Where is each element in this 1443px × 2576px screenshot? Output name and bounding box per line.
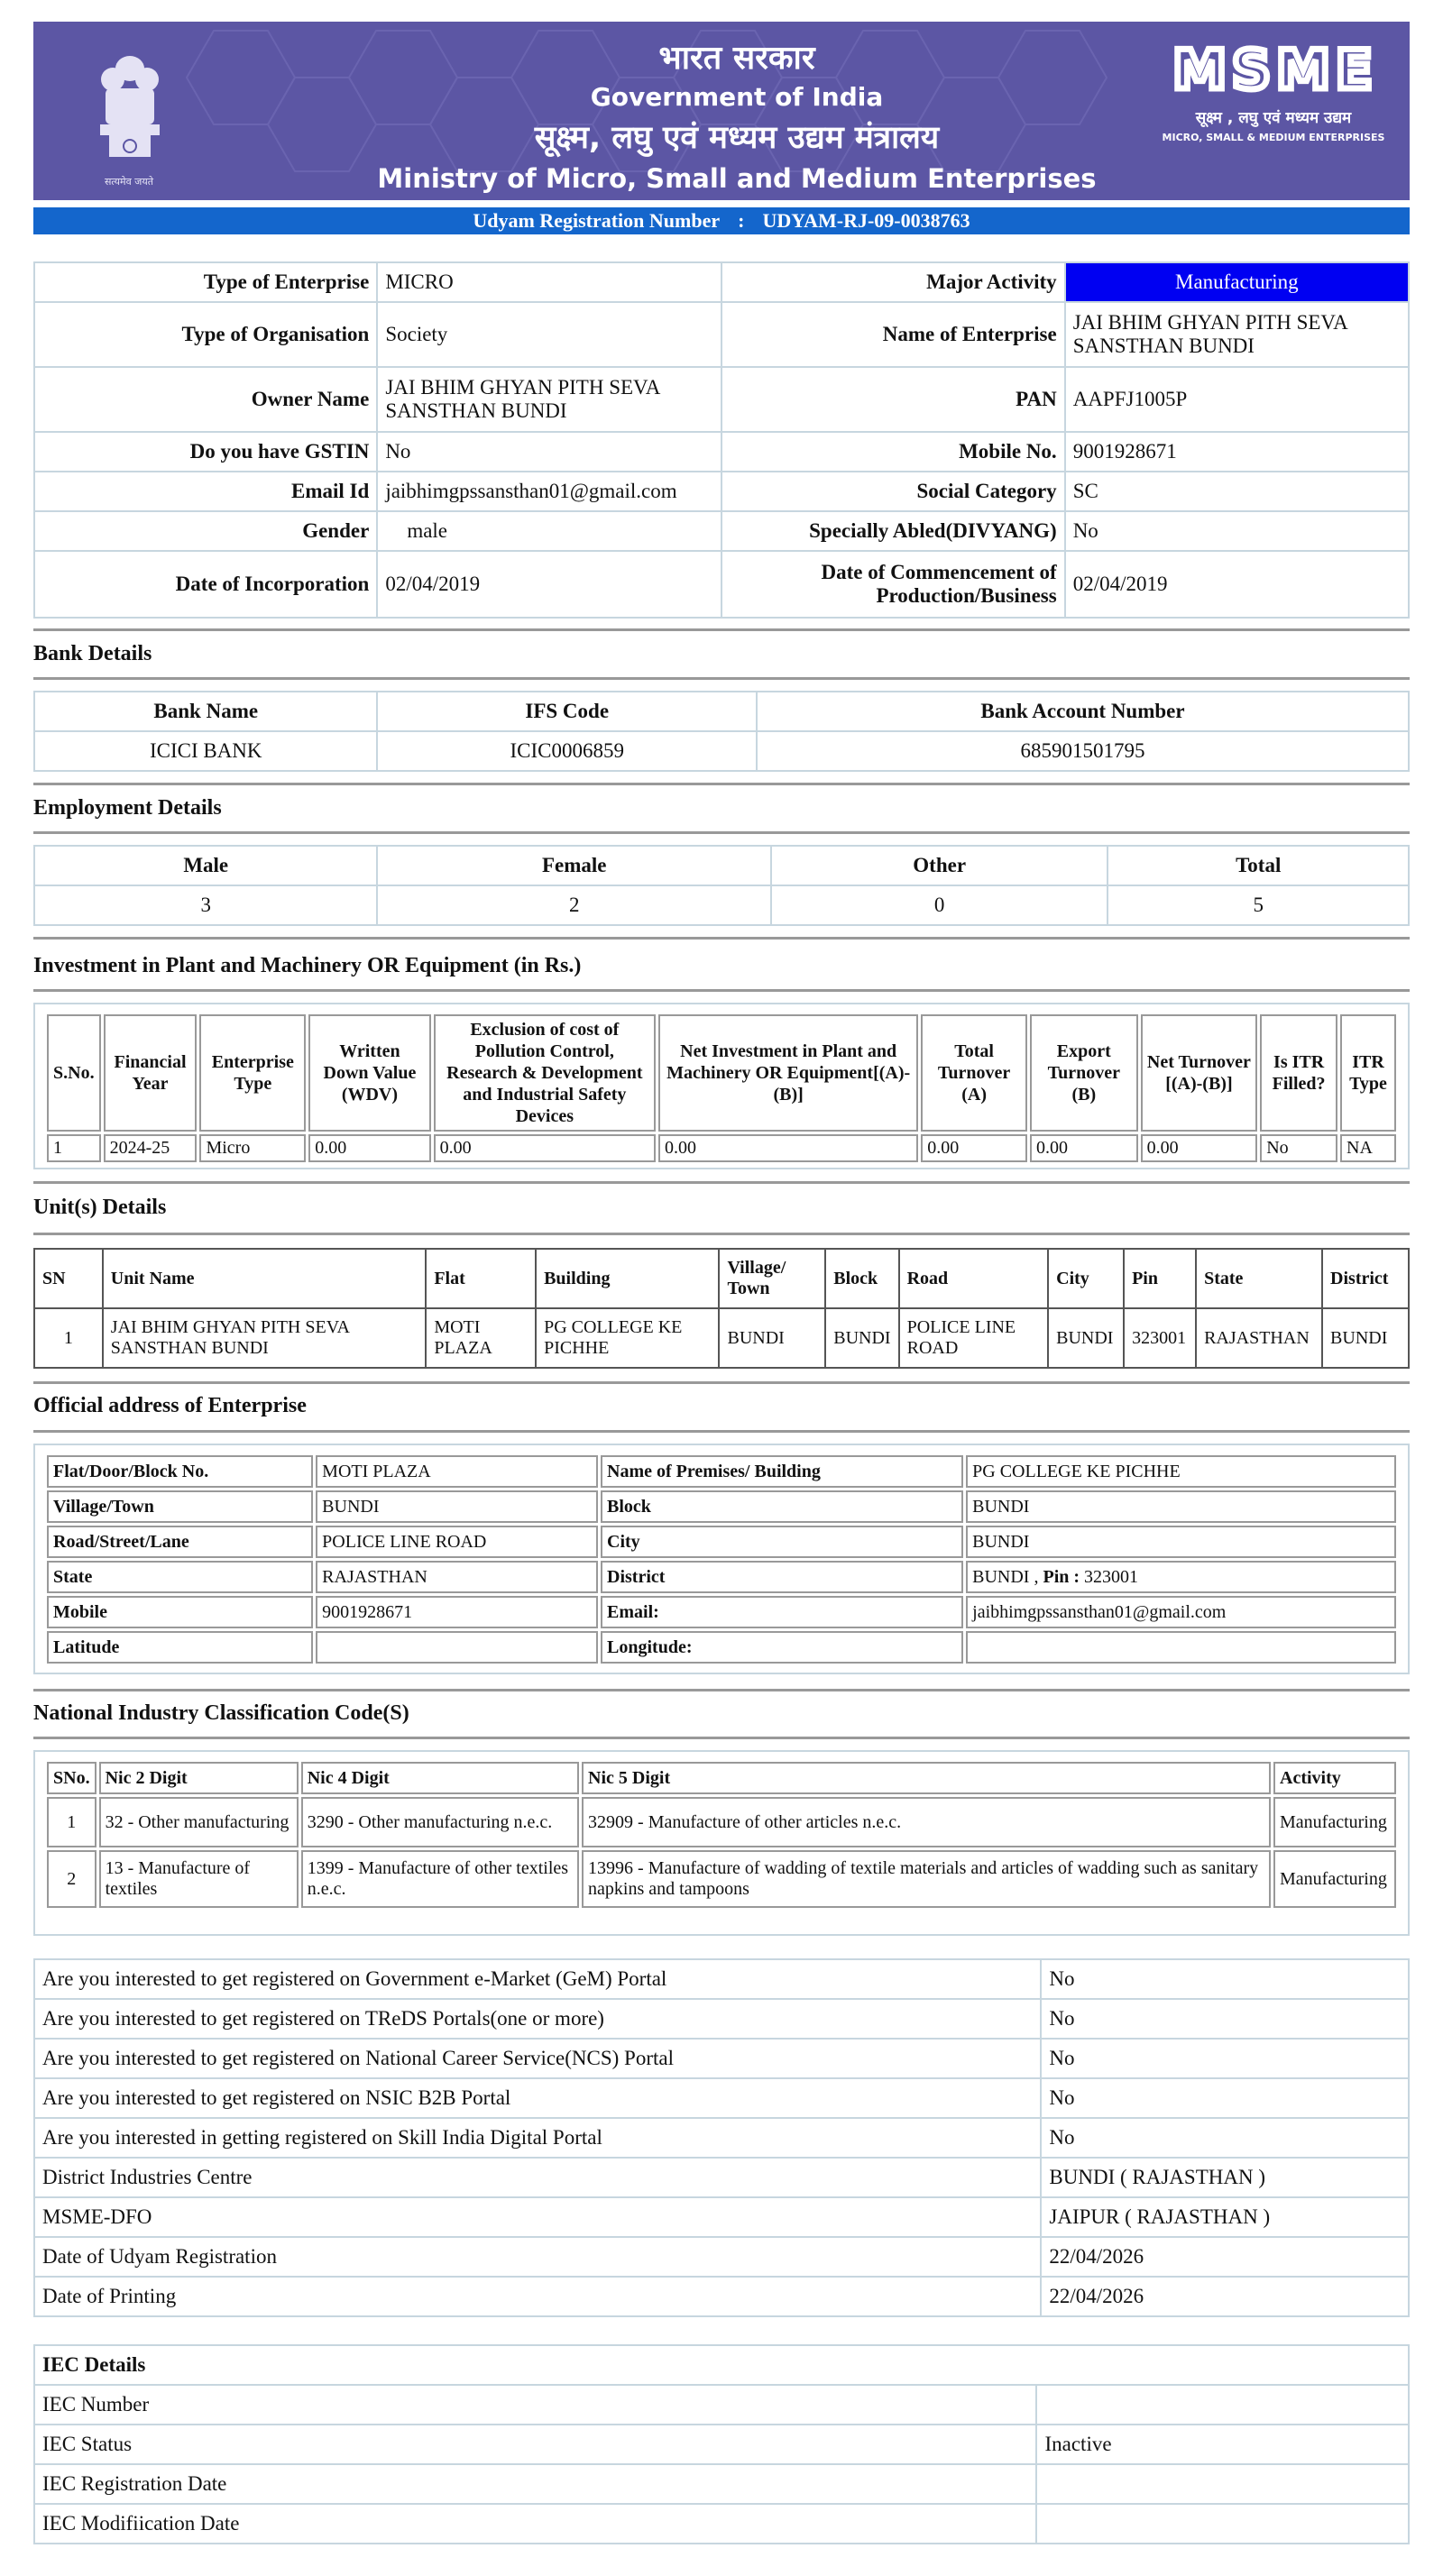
table-row	[47, 1526, 1396, 1558]
itr-filled-header: Is ITR Filled?	[1260, 1014, 1337, 1132]
udyam-colon: :	[738, 209, 745, 232]
divider	[33, 1181, 1410, 1184]
iec-details-table	[33, 2344, 1410, 2544]
sno-header: S.No.	[47, 1014, 101, 1132]
unit-state-header: State	[1196, 1249, 1322, 1308]
district-label: District	[601, 1561, 963, 1593]
table-row	[34, 2237, 1409, 2277]
divider	[33, 677, 1410, 680]
table-row	[47, 1797, 1396, 1847]
unit-road: POLICE LINE ROAD	[899, 1308, 1049, 1368]
national-emblem-icon	[89, 41, 170, 177]
block-value: BUNDI	[966, 1490, 1396, 1523]
table-row	[34, 1308, 1409, 1368]
table-row	[34, 2504, 1409, 2544]
nic-5-digit: 13996 - Manufacture of wadding of textile materials and articles of wadding such as sanitary napkins and tampoons	[582, 1850, 1271, 1908]
table-row	[34, 262, 1409, 302]
investment-cell: 0.00	[658, 1134, 918, 1162]
ministry-title: Ministry of Micro, Small and Medium Enterprises	[377, 163, 1097, 194]
nic-frame	[33, 1750, 1410, 1936]
unit-name: JAI BHIM GHYAN PITH SEVA SANSTHAN BUNDI	[103, 1308, 427, 1368]
question-label: MSME-DFO	[34, 2197, 1041, 2237]
latitude-value	[316, 1631, 598, 1664]
nic-4-digit: 3290 - Other manufacturing n.e.c.	[301, 1797, 579, 1847]
table-row	[34, 472, 1409, 511]
enterprise-name-label: Name of Enterprise	[722, 302, 1065, 367]
social-category-label: Social Category	[722, 472, 1065, 511]
iec-label: IEC Modifiication Date	[34, 2504, 1036, 2544]
unit-village-header: Village/ Town	[719, 1249, 825, 1308]
email-label: Email Id	[34, 472, 377, 511]
table-row	[47, 1596, 1396, 1628]
investment-cell: 0.00	[308, 1134, 430, 1162]
table-row	[34, 1999, 1409, 2039]
bank-details-title: Bank Details	[33, 642, 152, 665]
nic-5-digit-header: Nic 5 Digit	[582, 1762, 1271, 1794]
pin-label: Pin :	[1043, 1566, 1080, 1587]
question-answer: 22/04/2026	[1041, 2237, 1409, 2277]
incorporation-date-value: 02/04/2019	[377, 551, 722, 618]
unit-state: RAJASTHAN	[1196, 1308, 1322, 1368]
iec-title: IEC Details	[34, 2345, 1409, 2385]
divyang-label: Specially Abled(DIVYANG)	[722, 511, 1065, 551]
nic-activity: Manufacturing	[1273, 1797, 1396, 1847]
gstin-label: Do you have GSTIN	[34, 432, 377, 472]
divyang-value: No	[1065, 511, 1409, 551]
bank-details-table	[33, 691, 1410, 772]
government-title: Government of India	[590, 82, 884, 112]
table-row	[34, 302, 1409, 367]
male-value: 3	[34, 885, 377, 925]
address-table	[44, 1453, 1399, 1666]
total-header: Total	[1108, 846, 1409, 885]
emblem-caption: सत्यमेव जयते	[104, 176, 153, 188]
table-row	[34, 367, 1409, 432]
city-value: BUNDI	[966, 1526, 1396, 1558]
msme-logo-text: MSME	[1172, 41, 1378, 97]
table-header-row	[34, 692, 1409, 731]
owner-name-value: JAI BHIM GHYAN PITH SEVA SANSTHAN BUNDI	[377, 367, 722, 432]
mobile-label: Mobile No.	[722, 432, 1065, 472]
question-label: Are you interested in getting registered on Skill India Digital Portal	[34, 2118, 1041, 2158]
question-answer: 22/04/2026	[1041, 2277, 1409, 2316]
exclusion-header: Exclusion of cost of Pollution Control, Research & Development and Industrial Safety Devices	[434, 1014, 656, 1132]
question-answer: No	[1041, 1999, 1409, 2039]
investment-frame	[33, 1003, 1410, 1169]
unit-pin: 323001	[1124, 1308, 1196, 1368]
premises-value: PG COLLEGE KE PICHHE	[966, 1455, 1396, 1488]
city-label: City	[601, 1526, 963, 1558]
table-row	[34, 2277, 1409, 2316]
table-row	[47, 1455, 1396, 1488]
enterprise-details-table	[33, 261, 1410, 619]
question-answer: JAIPUR ( RAJASTHAN )	[1041, 2197, 1409, 2237]
village-value: BUNDI	[316, 1490, 598, 1523]
unit-flat-header: Flat	[426, 1249, 536, 1308]
divider	[33, 628, 1410, 631]
unit-name-header: Unit Name	[103, 1249, 427, 1308]
iec-label: IEC Number	[34, 2385, 1036, 2425]
investment-cell: 2024-25	[104, 1134, 198, 1162]
question-label: Are you interested to get registered on National Career Service(NCS) Portal	[34, 2039, 1041, 2078]
bank-name-header: Bank Name	[34, 692, 377, 731]
nic-2-digit: 32 - Other manufacturing	[99, 1797, 299, 1847]
investment-cell: Micro	[199, 1134, 306, 1162]
unit-pin-header: Pin	[1124, 1249, 1196, 1308]
nic-2-digit-header: Nic 2 Digit	[99, 1762, 299, 1794]
divider	[33, 1430, 1410, 1433]
question-label: Date of Udyam Registration	[34, 2237, 1041, 2277]
investment-cell: 0.00	[1141, 1134, 1258, 1162]
investment-cell: 0.00	[434, 1134, 656, 1162]
udyam-number: UDYAM-RJ-09-0038763	[762, 209, 970, 232]
employment-details-title: Employment Details	[33, 796, 222, 820]
investment-cell: 0.00	[921, 1134, 1027, 1162]
question-label: Are you interested to get registered on NSIC B2B Portal	[34, 2078, 1041, 2118]
question-label: Date of Printing	[34, 2277, 1041, 2316]
financial-year-header: Financial Year	[104, 1014, 198, 1132]
unit-sn: 1	[34, 1308, 103, 1368]
ifs-code-header: IFS Code	[377, 692, 757, 731]
table-header-row	[47, 1014, 1396, 1132]
divider	[33, 831, 1410, 834]
table-row	[34, 2464, 1409, 2504]
header-banner	[33, 22, 1410, 200]
total-value: 5	[1108, 885, 1409, 925]
question-answer: No	[1041, 2078, 1409, 2118]
table-row	[34, 2078, 1409, 2118]
table-row	[34, 2425, 1409, 2464]
table-row	[34, 2158, 1409, 2197]
major-activity-label: Major Activity	[722, 262, 1065, 302]
investment-title: Investment in Plant and Machinery OR Equipment (in Rs.)	[33, 954, 582, 977]
unit-village: BUNDI	[719, 1308, 825, 1368]
hindi-government-title: भारत सरकार	[658, 40, 815, 77]
unit-flat: MOTI PLAZA	[426, 1308, 536, 1368]
owner-name-label: Owner Name	[34, 367, 377, 432]
table-row	[34, 511, 1409, 551]
gender-label: Gender	[34, 511, 377, 551]
nic-sno-header: SNo.	[47, 1762, 97, 1794]
social-category-value: SC	[1065, 472, 1409, 511]
nic-sno: 1	[47, 1797, 97, 1847]
account-number-value: 685901501795	[757, 731, 1409, 771]
table-row	[47, 1850, 1396, 1908]
msme-tagline: सूक्ष्म , लघु एवं मध्यम उद्यम	[1195, 109, 1352, 127]
table-row	[47, 1490, 1396, 1523]
table-header-row	[34, 2345, 1409, 2385]
nic-activity: Manufacturing	[1273, 1850, 1396, 1908]
investment-cell: NA	[1340, 1134, 1396, 1162]
wdv-header: Written Down Value (WDV)	[308, 1014, 430, 1132]
gstin-value: No	[377, 432, 722, 472]
address-email-value: jaibhimgpssansthan01@gmail.com	[966, 1596, 1396, 1628]
msme-subtitle: MICRO, SMALL & MEDIUM ENTERPRISES	[1162, 132, 1385, 143]
iec-value	[1036, 2385, 1409, 2425]
nic-title: National Industry Classification Code(S)	[33, 1701, 409, 1725]
udyam-label: Udyam Registration Number	[473, 209, 721, 232]
table-header-row	[34, 1249, 1409, 1308]
unit-city: BUNDI	[1048, 1308, 1124, 1368]
employment-details-table	[33, 845, 1410, 926]
table-header-row	[34, 846, 1409, 885]
ifs-code-value: ICIC0006859	[377, 731, 757, 771]
incorporation-date-label: Date of Incorporation	[34, 551, 377, 618]
female-header: Female	[377, 846, 770, 885]
investment-cell: No	[1260, 1134, 1337, 1162]
nic-table	[44, 1759, 1399, 1911]
question-label: Are you interested to get registered on Government e-Market (GeM) Portal	[34, 1959, 1041, 1999]
latitude-label: Latitude	[47, 1631, 313, 1664]
question-answer: BUNDI ( RAJASTHAN )	[1041, 2158, 1409, 2197]
district-name: BUNDI ,	[972, 1566, 1039, 1587]
unit-block: BUNDI	[825, 1308, 898, 1368]
iec-label: IEC Registration Date	[34, 2464, 1036, 2504]
nic-5-digit: 32909 - Manufacture of other articles n.e.c.	[582, 1797, 1271, 1847]
table-row	[34, 432, 1409, 472]
units-table	[33, 1248, 1410, 1369]
unit-block-header: Block	[825, 1249, 898, 1308]
investment-table	[44, 1012, 1399, 1165]
flat-label: Flat/Door/Block No.	[47, 1455, 313, 1488]
female-value: 2	[377, 885, 770, 925]
other-header: Other	[771, 846, 1108, 885]
divider	[33, 783, 1410, 785]
export-turnover-header: Export Turnover (B)	[1030, 1014, 1138, 1132]
block-label: Block	[601, 1490, 963, 1523]
divider	[33, 937, 1410, 940]
address-frame	[33, 1444, 1410, 1674]
longitude-label: Longitude:	[601, 1631, 963, 1664]
state-label: State	[47, 1561, 313, 1593]
divider	[33, 989, 1410, 992]
table-row	[34, 2197, 1409, 2237]
pan-value: AAPFJ1005P	[1065, 367, 1409, 432]
net-turnover-header: Net Turnover [(A)-(B)]	[1141, 1014, 1258, 1132]
pin-value: 323001	[1084, 1566, 1139, 1587]
msme-logo	[1158, 41, 1392, 97]
type-of-organisation-value: Society	[377, 302, 722, 367]
unit-district: BUNDI	[1322, 1308, 1409, 1368]
table-row	[47, 1631, 1396, 1664]
email-value: jaibhimgpssansthan01@gmail.com	[377, 472, 722, 511]
male-header: Male	[34, 846, 377, 885]
banner-title	[376, 40, 1098, 198]
divider	[33, 1737, 1410, 1739]
account-number-header: Bank Account Number	[757, 692, 1409, 731]
divider	[33, 1689, 1410, 1691]
units-title: Unit(s) Details	[33, 1196, 167, 1219]
divider	[33, 1381, 1410, 1384]
udyam-registration-bar	[33, 207, 1410, 234]
address-mobile-label: Mobile	[47, 1596, 313, 1628]
village-label: Village/Town	[47, 1490, 313, 1523]
mobile-value: 9001928671	[1065, 432, 1409, 472]
nic-4-digit: 1399 - Manufacture of other textiles n.e.c.	[301, 1850, 579, 1908]
table-row	[34, 2118, 1409, 2158]
net-investment-header: Net Investment in Plant and Machinery OR Equipment[(A)-(B)]	[658, 1014, 918, 1132]
address-email-label: Email:	[601, 1596, 963, 1628]
divider	[33, 1233, 1410, 1235]
table-row	[34, 731, 1409, 771]
major-activity-value: Manufacturing	[1065, 262, 1409, 302]
state-value: RAJASTHAN	[316, 1561, 598, 1593]
address-title: Official address of Enterprise	[33, 1394, 307, 1417]
table-row	[34, 2039, 1409, 2078]
question-label: District Industries Centre	[34, 2158, 1041, 2197]
table-row	[34, 2385, 1409, 2425]
table-row	[47, 1561, 1396, 1593]
investment-cell: 0.00	[1030, 1134, 1138, 1162]
table-row	[47, 1134, 1396, 1162]
commencement-date-value: 02/04/2019	[1065, 551, 1409, 618]
other-value: 0	[771, 885, 1108, 925]
nic-sno: 2	[47, 1850, 97, 1908]
iec-value: Inactive	[1036, 2425, 1409, 2464]
itr-type-header: ITR Type	[1340, 1014, 1396, 1132]
unit-building-header: Building	[536, 1249, 719, 1308]
table-row	[34, 551, 1409, 618]
investment-cell: 1	[47, 1134, 101, 1162]
nic-4-digit-header: Nic 4 Digit	[301, 1762, 579, 1794]
enterprise-name-value: JAI BHIM GHYAN PITH SEVA SANSTHAN BUNDI	[1065, 302, 1409, 367]
iec-value	[1036, 2504, 1409, 2544]
commencement-date-label: Date of Commencement of Production/Business	[722, 551, 1065, 618]
unit-city-header: City	[1048, 1249, 1124, 1308]
unit-road-header: Road	[899, 1249, 1049, 1308]
longitude-value	[966, 1631, 1396, 1664]
question-label: Are you interested to get registered on TReDS Portals(one or more)	[34, 1999, 1041, 2039]
nic-activity-header: Activity	[1273, 1762, 1396, 1794]
district-value	[966, 1561, 1396, 1593]
premises-label: Name of Premises/ Building	[601, 1455, 963, 1488]
type-of-enterprise-value: MICRO	[377, 262, 722, 302]
unit-sn-header: SN	[34, 1249, 103, 1308]
type-of-organisation-label: Type of Organisation	[34, 302, 377, 367]
iec-value	[1036, 2464, 1409, 2504]
nic-2-digit: 13 - Manufacture of textiles	[99, 1850, 299, 1908]
table-header-row	[47, 1762, 1396, 1794]
type-of-enterprise-label: Type of Enterprise	[34, 262, 377, 302]
gender-value: male	[377, 511, 722, 551]
registration-questions-table	[33, 1958, 1410, 2317]
question-answer: No	[1041, 2039, 1409, 2078]
flat-value: MOTI PLAZA	[316, 1455, 598, 1488]
unit-building: PG COLLEGE KE PICHHE	[536, 1308, 719, 1368]
total-turnover-header: Total Turnover (A)	[921, 1014, 1027, 1132]
address-mobile-value: 9001928671	[316, 1596, 598, 1628]
pan-label: PAN	[722, 367, 1065, 432]
bank-name-value: ICICI BANK	[34, 731, 377, 771]
enterprise-type-header: Enterprise Type	[199, 1014, 306, 1132]
road-value: POLICE LINE ROAD	[316, 1526, 598, 1558]
question-answer: No	[1041, 1959, 1409, 1999]
unit-district-header: District	[1322, 1249, 1409, 1308]
road-label: Road/Street/Lane	[47, 1526, 313, 1558]
question-answer: No	[1041, 2118, 1409, 2158]
table-row	[34, 885, 1409, 925]
table-row	[34, 1959, 1409, 1999]
hindi-ministry-title: सूक्ष्म, लघु एवं मध्यम उद्यम मंत्रालय	[534, 120, 940, 156]
iec-label: IEC Status	[34, 2425, 1036, 2464]
